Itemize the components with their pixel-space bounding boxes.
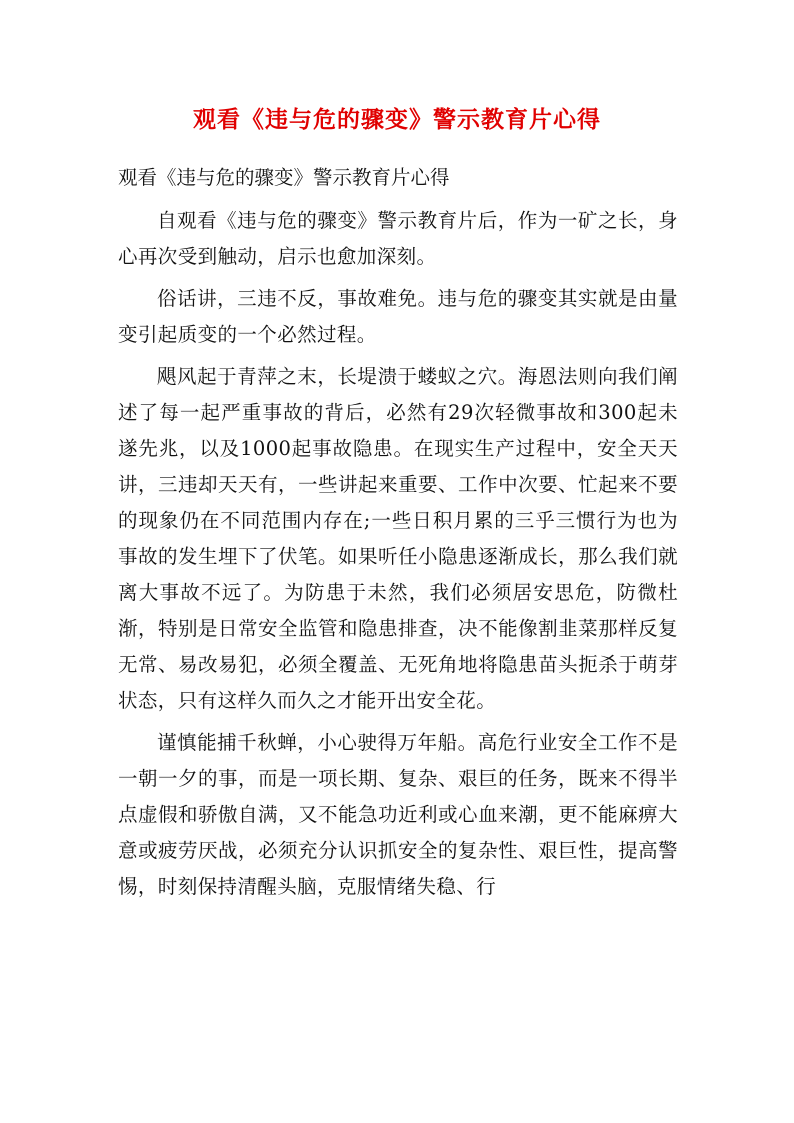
document-body	[118, 203, 678, 911]
document-subtitle: 观看《违与危的骤变》警示教育片心得	[118, 166, 450, 189]
paragraph: 飓风起于青萍之末，长堤溃于蝼蚁之穴。海恩法则向我们阐述了每一起严重事故的背后，必然有29次轻微事故和300起未遂先兆，以及1000起事故隐患。在现实生产过程中，安全天天讲，三违却天天有，一些讲起来重要、工作中次要、忙起来不要的现象仍在不同范围内存在;一些日积月累的三乎三惯行为也为事故的发生埋下了伏笔。如果听任小隐患逐渐成长，那么我们就离大事故不远了。为防患于未然，我们必须居安思危，防微杜渐，特别是日常安全监管和隐患排查，决不能像割韭菜那样反复无常、易改易犯，必须全覆盖、无死角地将隐患苗头扼杀于萌芽状态，只有这样久而久之才能开出安全花。	[118, 365, 678, 712]
paragraph: 谨慎能捕千秋蝉，小心驶得万年船。高危行业安全工作不是一朝一夕的事，而是一项长期、复杂、艰巨的任务，既来不得半点虚假和骄傲自满，又不能急功近利或心血来潮，更不能麻痹大意或疲劳厌战，必须充分认识抓安全的复杂性、艰巨性，提高警惕，时刻保持清醒头脑，克服情绪失稳、行	[118, 731, 678, 898]
document-title: 观看《违与危的骤变》警示教育片心得	[193, 106, 601, 133]
paragraph: 自观看《违与危的骤变》警示教育片后，作为一矿之长，身心再次受到触动，启示也愈加深刻。	[118, 209, 678, 268]
paragraph: 俗话讲，三违不反，事故难免。违与危的骤变其实就是由量变引起质变的一个必然过程。	[118, 287, 678, 346]
